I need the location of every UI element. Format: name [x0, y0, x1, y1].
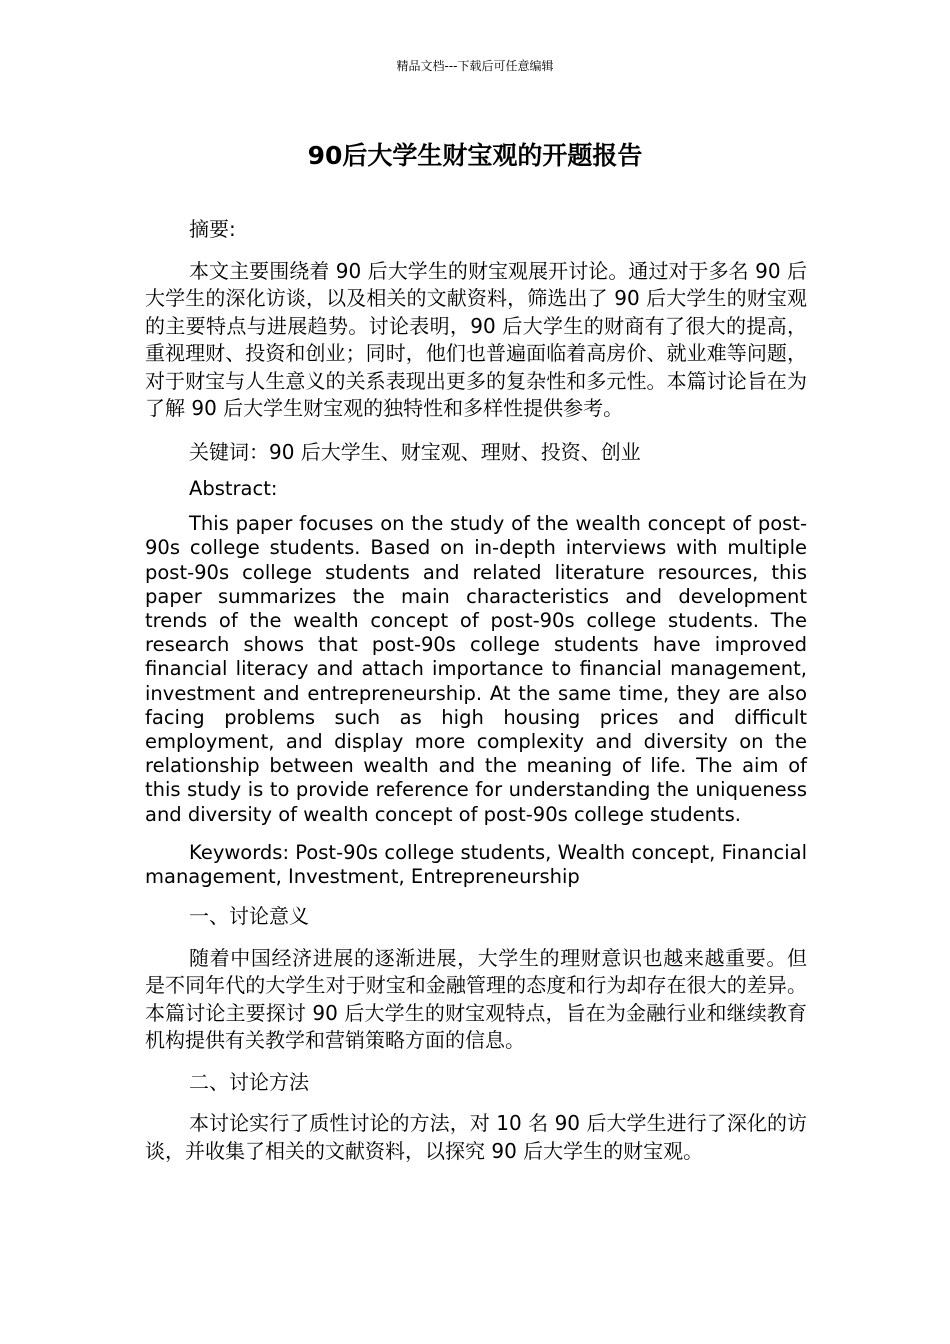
keywords-zh: 关键词：90 后大学生、财宝观、理财、投资、创业 — [189, 439, 641, 464]
abstract-heading: 摘要: — [189, 217, 236, 241]
section-heading-method: 二、讨论方法 — [189, 1069, 309, 1094]
abstract-body: 本文主要围绕着 90 后大学生的财宝观展开讨论。通过对于多名 90 后大学生的深化访谈，以及相关的文献资料，筛选出了 90 后大学生的财宝观的主要特点与进展趋势。讨论表明，90 后大学生的财商有了很大的提高，重视理财、投资和创业；同时，他们也普遍面临着高房价、就业难等问题，对于财宝与人生意义的关系表现出更多的复杂性和多元性。本篇讨论旨在为了解 90 后大学生财宝观的独特性和多样性提供参考。 — [145, 258, 807, 420]
section-body-significance: 随着中国经济进展的逐渐进展，大学生的理财意识也越来越重要。但是不同年代的大学生对于财宝和金融管理的态度和行为却存在很大的差异。本篇讨论主要探讨 90 后大学生的财宝观特点，旨在为金融行业和继续教育机构提供有关教学和营销策略方面的信息。 — [145, 945, 807, 1053]
abstract-en-heading: Abstract: — [189, 477, 278, 500]
keywords-en: Keywords: Post-90s college students, Wealth concept, Financial management, Investment, Entrepreneurship — [145, 840, 807, 889]
document-title: 90后大学生财宝观的开题报告 — [307, 141, 643, 170]
page-header-note: 精品文档---下载后可任意编辑 — [396, 59, 554, 73]
document-body — [145, 216, 807, 1165]
abstract-en-body: This paper focuses on the study of the wealth concept of post-90s college students. Based on in-depth interviews with multiple post-90s college students and related literature resources, this paper summarizes the main characteristics and development trends of the wealth concept of post-90s college students. The research shows that post-90s college students have improved financial literacy and attach importance to financial management, investment and entrepreneurship. At the same time, they are also facing problems such as high housing prices and difficult employment, and display more complexity and diversity on the relationship between wealth and the meaning of life. The aim of this study is to provide reference for understanding the uniqueness and diversity of wealth concept of post-90s college students. — [145, 512, 807, 826]
section-heading-significance: 一、讨论意义 — [189, 904, 309, 929]
section-body-method: 本讨论实行了质性讨论的方法，对 10 名 90 后大学生进行了深化的访谈，并收集了相关的文献资料，以探究 90 后大学生的财宝观。 — [145, 1111, 807, 1163]
